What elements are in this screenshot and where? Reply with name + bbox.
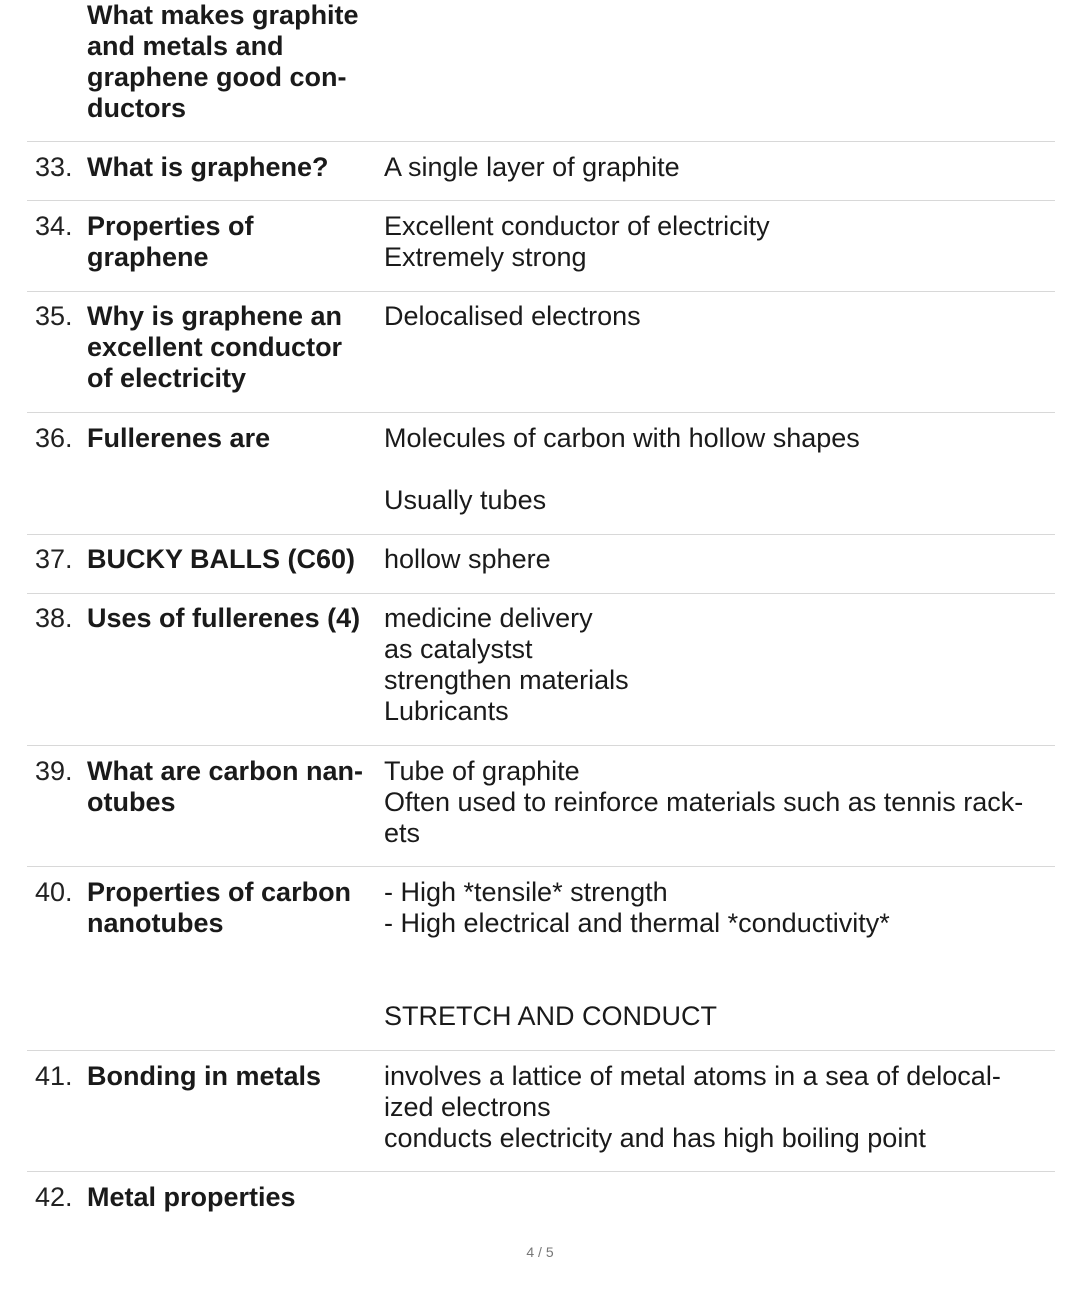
row-divider xyxy=(27,200,1055,201)
definition-line: strengthen materials xyxy=(384,665,629,695)
row-divider xyxy=(27,291,1055,292)
card-number: 34. xyxy=(35,211,73,241)
term-line: Properties of carbon xyxy=(87,877,352,907)
row-divider xyxy=(27,866,1055,867)
definition-line: Lubricants xyxy=(384,696,509,726)
term-line: What are carbon nan- xyxy=(87,756,364,786)
row-divider xyxy=(27,593,1055,594)
definition-line: STRETCH AND CONDUCT xyxy=(384,1001,718,1031)
definition-text xyxy=(384,301,1054,332)
card-number: 33. xyxy=(35,152,73,182)
definition-text xyxy=(384,544,1054,575)
row-divider xyxy=(27,1171,1055,1172)
term-line: otubes xyxy=(87,787,176,817)
card-number: 41. xyxy=(35,1061,73,1091)
card-number: 42. xyxy=(35,1182,73,1212)
definition-line: Often used to reinforce materials such as tennis rack- xyxy=(384,787,1024,817)
definition-text xyxy=(384,152,1054,183)
definition-text xyxy=(384,603,1054,727)
card-number: 37. xyxy=(35,544,73,574)
definition-line: Delocalised electrons xyxy=(384,301,641,331)
row-divider xyxy=(27,412,1055,413)
term-text xyxy=(87,877,372,939)
term-line: Metal properties xyxy=(87,1182,296,1212)
term-line: What is graphene? xyxy=(87,152,329,182)
card-number: 39. xyxy=(35,756,73,786)
term-text xyxy=(87,301,372,394)
term-text xyxy=(87,1061,372,1092)
term-text xyxy=(87,0,372,124)
term-text xyxy=(87,211,372,273)
definition-line: Usually tubes xyxy=(384,485,547,515)
term-line: graphene xyxy=(87,242,209,272)
definition-text xyxy=(384,211,1054,273)
row-divider xyxy=(27,1050,1055,1051)
definition-text xyxy=(384,877,1054,1032)
term-line: Fullerenes are xyxy=(87,423,271,453)
definition-line: ets xyxy=(384,818,421,848)
term-line: Properties of xyxy=(87,211,254,241)
definition-line: Molecules of carbon with hollow shapes xyxy=(384,423,860,453)
term-line: BUCKY BALLS (C60) xyxy=(87,544,356,574)
definition-line: Extremely strong xyxy=(384,242,587,272)
card-number: 36. xyxy=(35,423,73,453)
definition-line: ized electrons xyxy=(384,1092,551,1122)
term-line: What makes graphite xyxy=(87,0,359,30)
term-line: Uses of fullerenes (4) xyxy=(87,603,361,633)
term-text xyxy=(87,423,372,454)
definition-text xyxy=(384,423,1054,516)
term-line: ductors xyxy=(87,93,187,123)
definition-line: as catalystst xyxy=(384,634,533,664)
row-divider xyxy=(27,745,1055,746)
page-indicator: 4 / 5 xyxy=(526,1244,554,1260)
term-line: Why is graphene an xyxy=(87,301,343,331)
card-number: 40. xyxy=(35,877,73,907)
term-text xyxy=(87,1182,372,1213)
term-line: excellent conductor xyxy=(87,332,343,362)
term-text xyxy=(87,152,372,183)
definition-line: involves a lattice of metal atoms in a sea of delocal- xyxy=(384,1061,1001,1091)
row-divider xyxy=(27,534,1055,535)
term-text xyxy=(87,544,372,575)
definition-line: Tube of graphite xyxy=(384,756,580,786)
definition-line: hollow sphere xyxy=(384,544,551,574)
term-line: Bonding in metals xyxy=(87,1061,322,1091)
term-line: of electricity xyxy=(87,363,247,393)
term-line: and metals and xyxy=(87,31,284,61)
definition-line: A single layer of graphite xyxy=(384,152,680,182)
definition-line: - High electrical and thermal *conductivity* xyxy=(384,908,890,938)
definition-line: conducts electricity and has high boiling point xyxy=(384,1123,926,1153)
card-number: 38. xyxy=(35,603,73,633)
row-divider xyxy=(27,141,1055,142)
definition-line: medicine delivery xyxy=(384,603,593,633)
card-number: 35. xyxy=(35,301,73,331)
term-line: graphene good con- xyxy=(87,62,347,92)
definition-line: Excellent conductor of electricity xyxy=(384,211,770,241)
definition-line: - High *tensile* strength xyxy=(384,877,668,907)
term-text xyxy=(87,756,372,818)
definition-text xyxy=(384,756,1054,849)
term-line: nanotubes xyxy=(87,908,224,938)
definition-text xyxy=(384,1061,1054,1154)
term-text xyxy=(87,603,372,634)
